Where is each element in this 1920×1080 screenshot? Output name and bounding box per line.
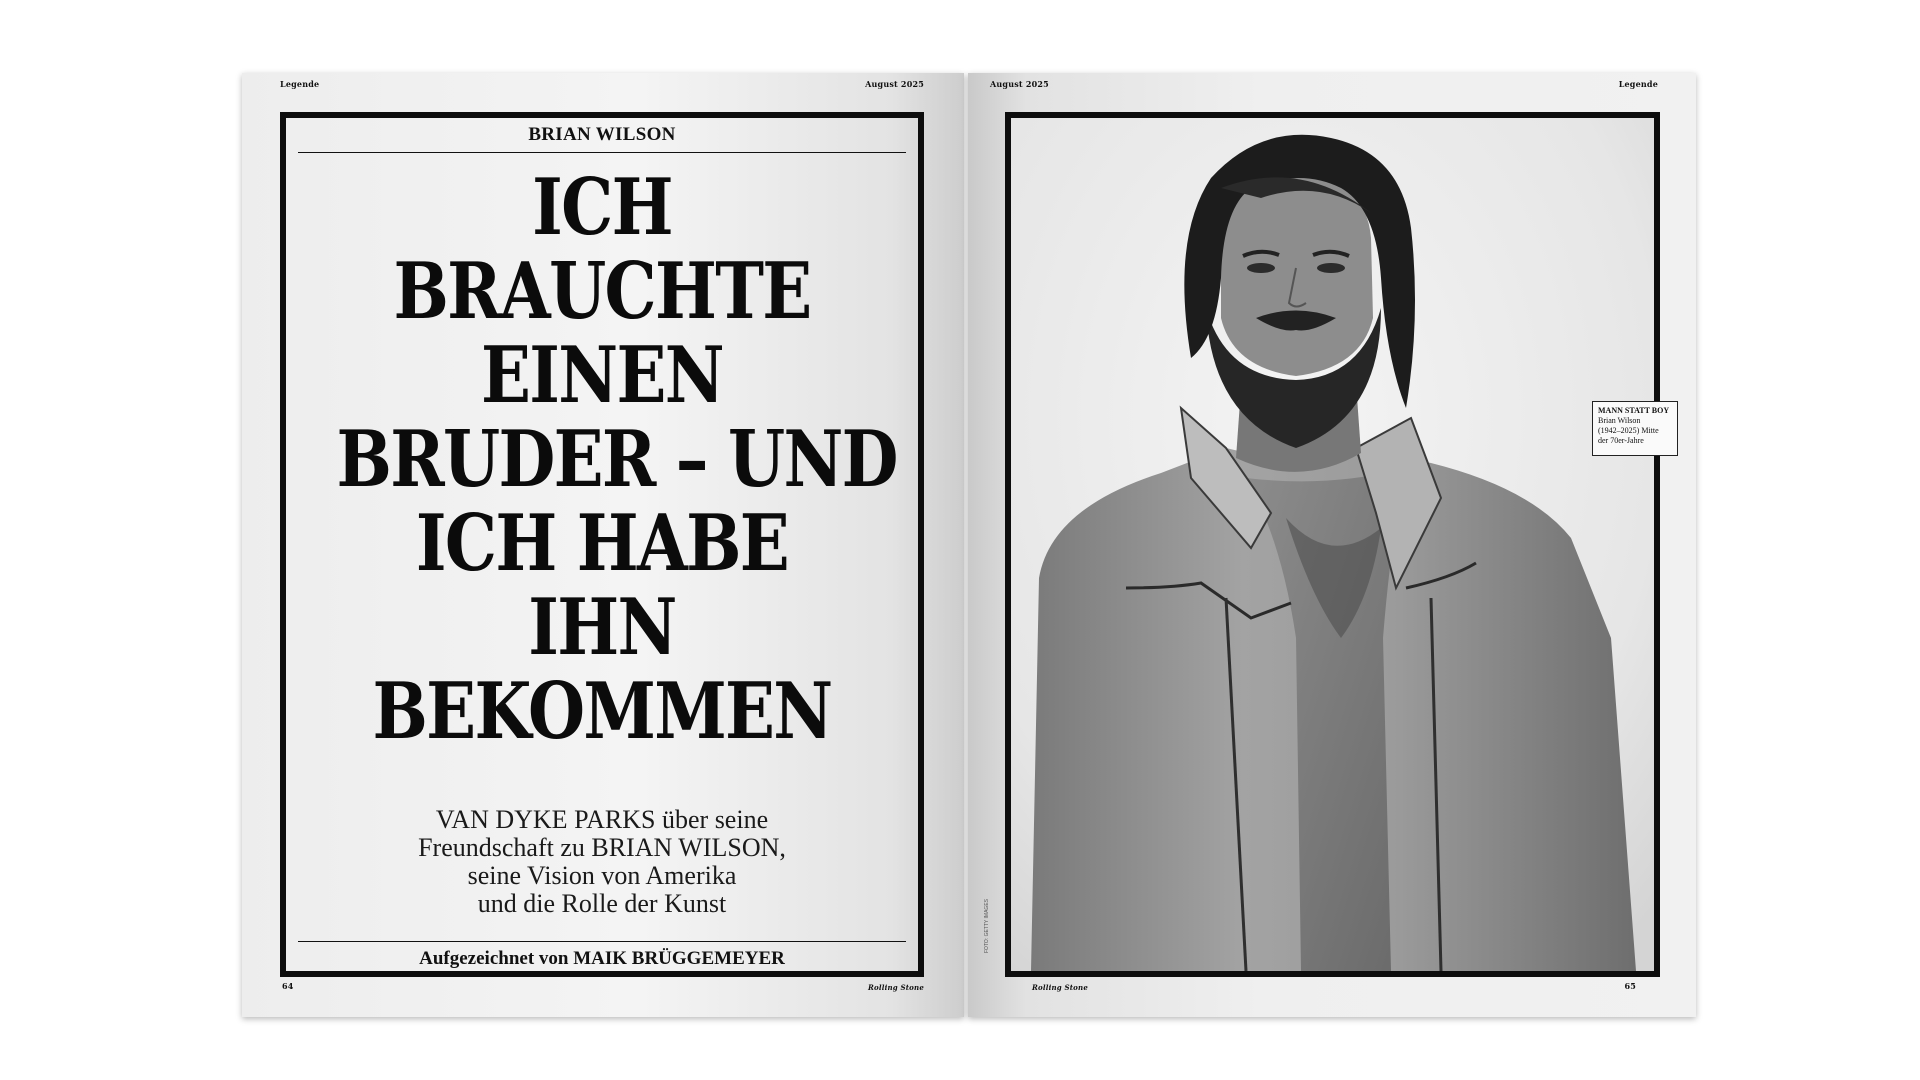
dek-line: VAN DYKE PARKS über seine — [435, 805, 769, 834]
left-page — [242, 73, 964, 1017]
running-head-section: Legende — [1618, 79, 1658, 89]
headline-line: IHN — [528, 582, 676, 673]
caption-line: Brian Wilson — [1598, 416, 1641, 425]
headline-line: ICH — [532, 162, 672, 253]
photo-frame — [1005, 112, 1670, 977]
bottom-rule — [298, 941, 906, 942]
kicker: BRIAN WILSON — [528, 124, 676, 145]
magazine-spread — [242, 73, 1696, 1017]
caption-line: (1942–2025) Mitte — [1598, 426, 1659, 435]
dek-line: und die Rolle der Kunst — [477, 889, 727, 918]
right-page — [968, 73, 1696, 1017]
footer-magazine-title: Rolling Stone — [868, 983, 924, 992]
photo-caption — [1592, 401, 1678, 456]
footer-magazine-title: Rolling Stone — [1032, 983, 1088, 992]
running-head-date: August 2025 — [865, 79, 924, 89]
running-head-date: August 2025 — [990, 79, 1049, 89]
headline-line: BEKOMMEN — [372, 666, 832, 757]
caption-line: der 70er-Jahre — [1598, 436, 1644, 445]
headline — [336, 162, 897, 757]
page-number: 65 — [1624, 981, 1636, 991]
page-number: 64 — [282, 981, 294, 991]
photo-credit: FOTO: GETTY IMAGES — [984, 899, 990, 953]
dek-line: Freundschaft zu BRIAN WILSON, — [418, 833, 786, 862]
headline-frame — [280, 112, 924, 977]
dek — [286, 806, 918, 918]
headline-line: EINEN — [481, 330, 723, 421]
byline: Aufgezeichnet von MAIK BRÜGGEMEYER — [419, 948, 785, 969]
dek-line: seine Vision von Amerika — [467, 861, 737, 890]
running-head-section: Legende — [280, 79, 320, 89]
headline-line: BRUDER – UND — [336, 414, 897, 505]
top-rule — [298, 152, 906, 153]
portrait-photo — [1011, 118, 1654, 971]
headline-line: BRAUCHTE — [393, 246, 811, 337]
caption-title: MANN STATT BOY — [1598, 406, 1670, 415]
headline-line: ICH HABE — [415, 498, 789, 589]
